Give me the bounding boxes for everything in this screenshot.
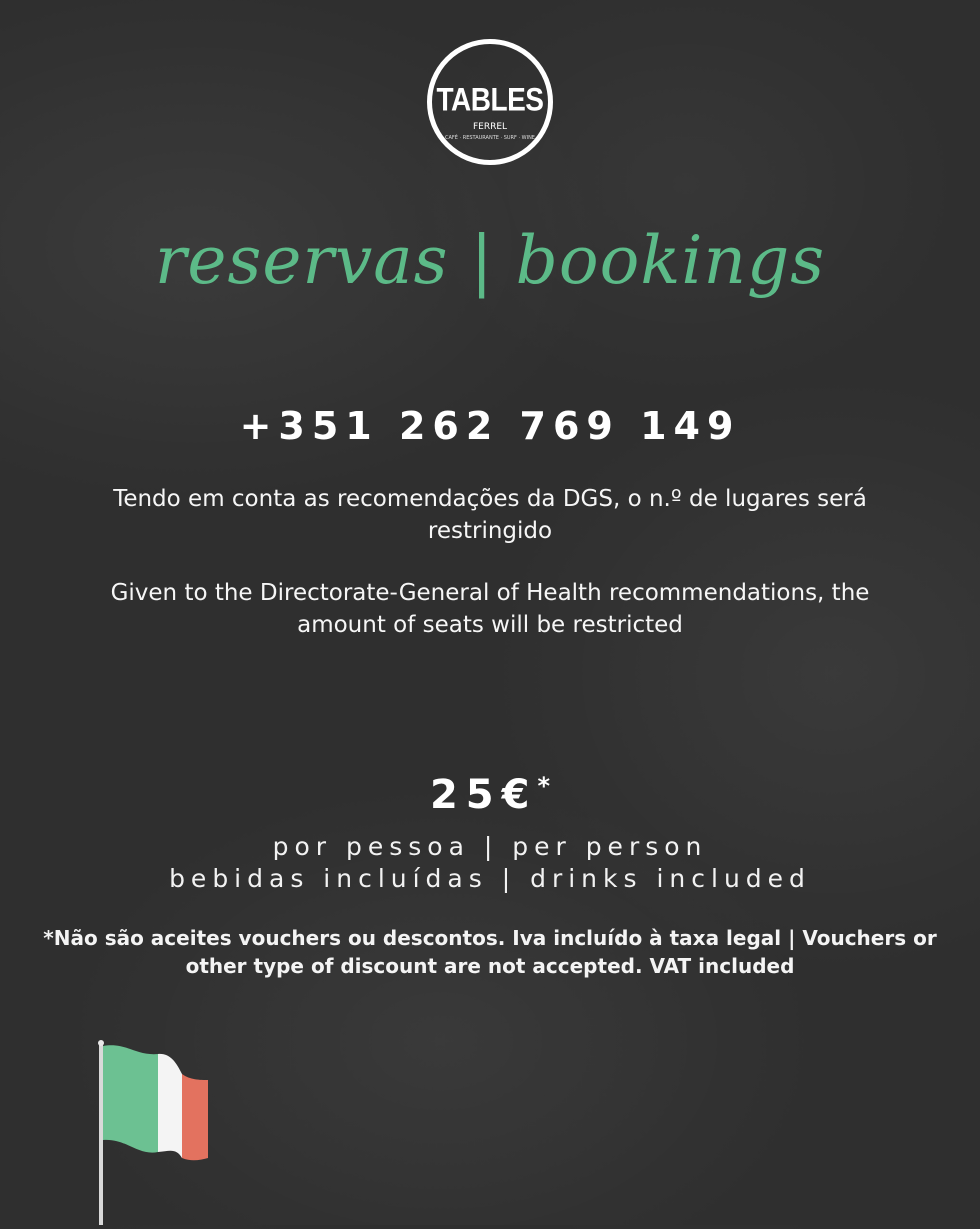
bookings-heading: reservas | bookings xyxy=(154,222,826,299)
italy-flag-icon xyxy=(96,1040,216,1225)
notice-portuguese: Tendo em conta as recomendações da DGS, o n.º de lugares será restringido xyxy=(113,486,867,544)
footnote: *Não são aceites vouchers ou descontos. Iva incluído à taxa legal | Vouchers or other type of discount are not accepted. VAT included xyxy=(43,926,937,978)
price-asterisk: * xyxy=(537,772,551,800)
per-person-label: por pessoa | per person xyxy=(272,832,708,861)
phone-number[interactable]: +351 262 769 149 xyxy=(239,404,741,448)
logo-name: TABLES xyxy=(436,81,544,118)
logo-tagline: CAFÉ · RESTAURANTE · SURF · WINE xyxy=(445,135,535,141)
logo-location: FERREL xyxy=(472,122,508,132)
price-amount: 25€ xyxy=(429,772,538,818)
drinks-included-label: bebidas incluídas | drinks included xyxy=(169,864,811,893)
notice-english: Given to the Directorate-General of Health recommendations, the amount of seats will be restricted xyxy=(110,580,870,638)
tables-logo xyxy=(427,39,553,165)
price xyxy=(0,772,980,818)
